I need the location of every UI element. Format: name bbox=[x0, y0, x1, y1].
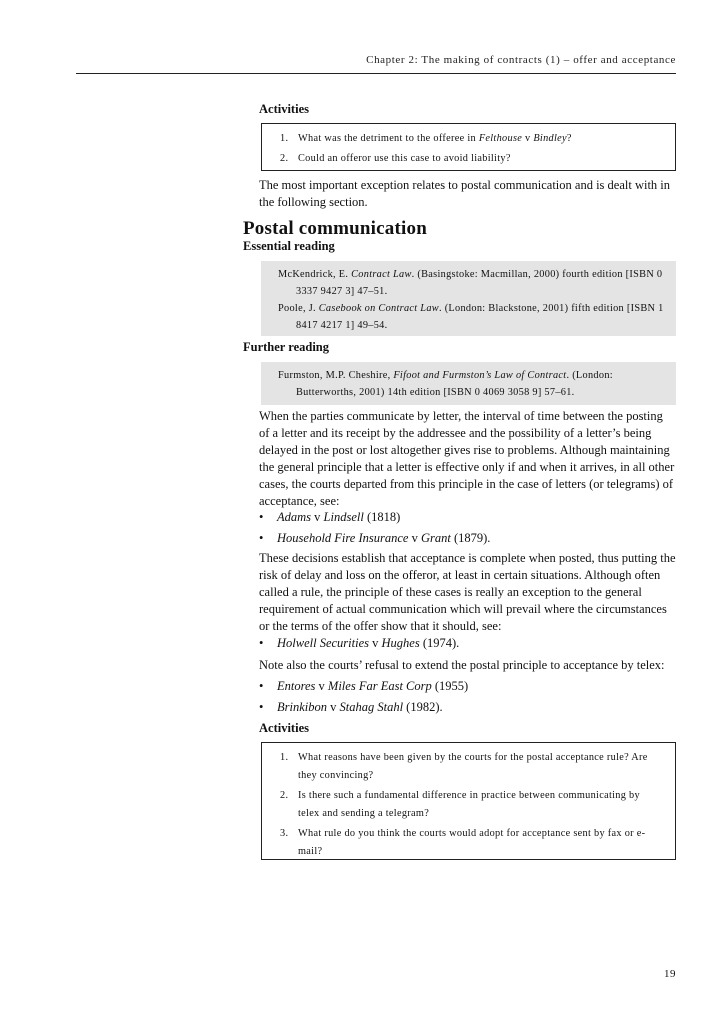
reference-details: . (Basingstoke: Macmillan, 2000) fourth edition [ISBN 0 3337 9427 3] 47–51. bbox=[296, 269, 663, 297]
reference bbox=[278, 266, 664, 300]
essential-reading-box bbox=[261, 261, 676, 336]
versus: v bbox=[330, 700, 337, 714]
case-bullet bbox=[259, 509, 400, 526]
case-bullet bbox=[259, 678, 468, 695]
reference-details: . (London: Butterworths, 2001) 14th edition [ISBN 0 4069 3058 9] 57–61. bbox=[296, 370, 613, 398]
case-year: (1818) bbox=[366, 510, 401, 524]
reference bbox=[278, 300, 664, 334]
party-a: Holwell Securities bbox=[277, 636, 369, 650]
activity-item bbox=[280, 749, 661, 785]
reference-author: Poole, J. bbox=[278, 303, 319, 314]
activity-item bbox=[280, 150, 661, 168]
party-a: Household Fire Insurance bbox=[277, 531, 409, 545]
running-header: Chapter 2: The making of contracts (1) – offer and acceptance bbox=[366, 54, 676, 66]
reference-title: Contract Law bbox=[351, 269, 412, 280]
party-b: Hughes bbox=[381, 636, 420, 650]
activity-text: Is there such a fundamental difference in practice between communicating by telex and sending a telegram? bbox=[298, 790, 640, 819]
activity-number: 3. bbox=[280, 828, 289, 839]
activity-item bbox=[280, 130, 661, 148]
case-year: (1982). bbox=[406, 700, 443, 714]
reference-details: . (London: Blackstone, 2001) fifth edition [ISBN 1 8417 4217 1] 49–54. bbox=[296, 303, 664, 331]
case-year: (1955) bbox=[434, 679, 469, 693]
case-bullet bbox=[259, 530, 490, 547]
case-citation bbox=[277, 699, 443, 716]
paragraph-letters: When the parties communicate by letter, the interval of time between the posting of a letter and its receipt by the addressee and the possibility of a letter’s being delayed in the post or lost altogether gives rise to problems. Although maintaining the general principle that a letter is effective only if and when it arrives, in all other cases, the courts departed from this principle in the case of letters (or telegrams) of acceptance, see: bbox=[259, 409, 675, 508]
activities-box bbox=[261, 123, 676, 171]
party-b: Lindsell bbox=[323, 510, 364, 524]
activity-text: Could an offeror use this case to avoid liability? bbox=[298, 153, 511, 164]
case-citation bbox=[277, 509, 400, 526]
bullet-icon: • bbox=[259, 636, 264, 650]
paragraph-telex: Note also the courts’ refusal to extend the postal principle to acceptance by telex: bbox=[259, 658, 665, 672]
reference-title: Fifoot and Furmston’s Law of Contract bbox=[393, 370, 567, 381]
activity-number: 1. bbox=[280, 752, 289, 763]
section-title: Postal communication bbox=[243, 218, 427, 239]
case-citation bbox=[277, 635, 459, 652]
reference bbox=[278, 367, 664, 401]
activity-item bbox=[280, 787, 661, 823]
activities-heading: Activities bbox=[259, 721, 309, 735]
party-b: Stahag Stahl bbox=[339, 700, 404, 714]
party-b: Miles Far East Corp bbox=[327, 679, 432, 693]
activity-number: 2. bbox=[280, 790, 289, 801]
bullet-icon: • bbox=[259, 679, 264, 693]
page-number: 19 bbox=[664, 968, 676, 980]
versus: v bbox=[411, 531, 418, 545]
paragraph-decisions: These decisions establish that acceptance is complete when posted, thus putting the risk of delay and loss on the offeror, at least in certain situations. Although often called a rule, the principle of these cases is really an exception to the general requirement of actual communication which will prevail where the circumstances or the terms of the offer show that it should, see: bbox=[259, 551, 676, 633]
activity-text: What reasons have been given by the courts for the postal acceptance rule? Are they convincing? bbox=[298, 752, 648, 781]
reference-author: McKendrick, E. bbox=[278, 269, 352, 280]
party-a: Adams bbox=[277, 510, 312, 524]
essential-reading-heading: Essential reading bbox=[243, 239, 335, 253]
versus: v bbox=[314, 510, 321, 524]
case-citation bbox=[277, 678, 468, 695]
case-year: (1879). bbox=[453, 531, 491, 545]
party-a: Brinkibon bbox=[277, 700, 327, 714]
activities-box bbox=[261, 742, 676, 860]
further-reading-heading: Further reading bbox=[243, 340, 329, 354]
case-name: Bindley bbox=[533, 133, 567, 144]
case-citation bbox=[277, 530, 490, 547]
case-bullet bbox=[259, 635, 459, 652]
bullet-icon: • bbox=[259, 531, 264, 545]
activity-text-part: ? bbox=[566, 133, 572, 144]
activity-number: 1. bbox=[280, 133, 289, 144]
intro-paragraph: The most important exception relates to postal communication and is dealt with in the following section. bbox=[259, 178, 671, 209]
activity-number: 2. bbox=[280, 153, 289, 164]
header-rule bbox=[76, 73, 676, 74]
bullet-icon: • bbox=[259, 700, 264, 714]
case-bullet bbox=[259, 699, 443, 716]
activity-text-part: v bbox=[522, 133, 534, 144]
activity-text bbox=[298, 130, 572, 148]
party-a: Entores bbox=[277, 679, 316, 693]
reference-author: Furmston, M.P. Cheshire, bbox=[278, 370, 394, 381]
bullet-icon: • bbox=[259, 510, 264, 524]
reference-title: Casebook on Contract Law bbox=[318, 303, 439, 314]
case-year: (1974). bbox=[422, 636, 460, 650]
case-name: Felthouse bbox=[478, 133, 523, 144]
activity-text-part: What was the detriment to the offeree in bbox=[298, 133, 479, 144]
activity-text: What rule do you think the courts would adopt for acceptance sent by fax or e-mail? bbox=[298, 828, 646, 857]
further-reading-box bbox=[261, 362, 676, 405]
versus: v bbox=[318, 679, 325, 693]
versus: v bbox=[372, 636, 379, 650]
activity-item bbox=[280, 825, 661, 861]
party-b: Grant bbox=[420, 531, 451, 545]
activities-heading: Activities bbox=[259, 102, 309, 116]
